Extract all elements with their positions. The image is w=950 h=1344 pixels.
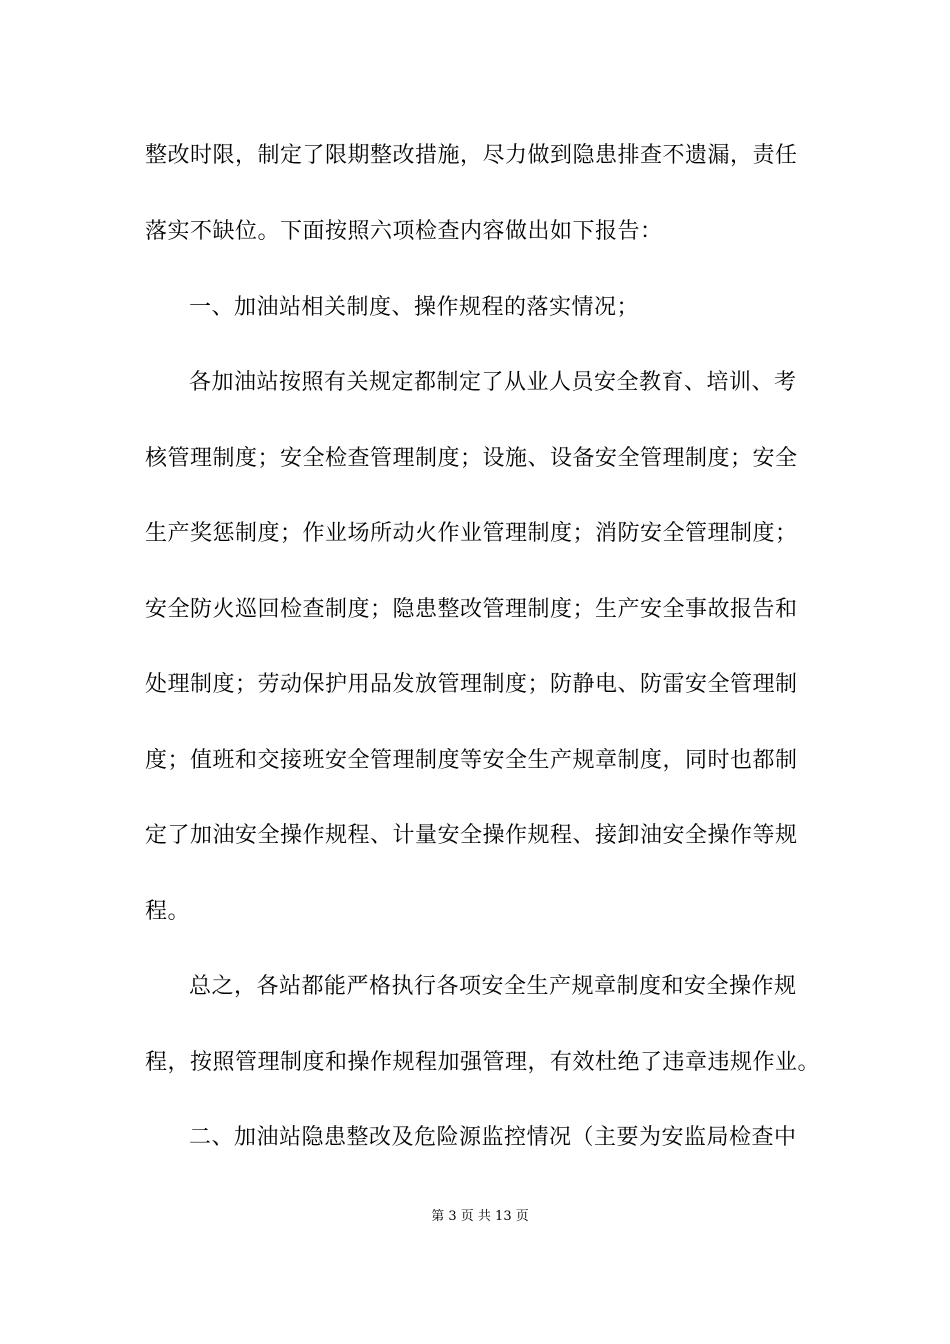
paragraph-line-8: 度；值班和交接班安全管理制度等安全生产规章制度，同时也都制 [145,748,798,773]
paragraph-line-5: 生产奖惩制度；作业场所动火作业管理制度；消防安全管理制度； [145,521,798,546]
page-footer: 第 3 页 共 13 页 [431,1209,529,1224]
section-heading-1: 一、加油站相关制度、操作规程的落实情况； [189,295,640,320]
paragraph-line-6: 安全防火巡回检查制度；隐患整改管理制度；生产安全事故报告和 [145,597,798,622]
paragraph-line-9: 定了加油安全操作规程、计量安全操作规程、接卸油安全操作等规 [145,823,798,848]
section-heading-2: 二、加油站隐患整改及危险源监控情况（主要为安监局检查中 [189,1125,797,1150]
paragraph-line-1: 整改时限，制定了限期整改措施，尽力做到隐患排查不遗漏，责任 [145,143,798,168]
paragraph-line-7: 处理制度；劳动保护用品发放管理制度；防静电、防雷安全管理制 [145,672,798,697]
paragraph-line-10: 程。 [145,899,191,924]
paragraph-line-12: 程，按照管理制度和操作规程加强管理，有效杜绝了违章违规作业。 [145,1050,821,1075]
paragraph-line-2: 落实不缺位。下面按照六项检查内容做出如下报告： [145,219,663,244]
paragraph-line-11: 总之，各站都能严格执行各项安全生产规章制度和安全操作规 [189,974,797,999]
paragraph-line-3: 各加油站按照有关规定都制定了从业人员安全教育、培训、考 [189,370,797,395]
paragraph-line-4: 核管理制度；安全检查管理制度；设施、设备安全管理制度；安全 [145,446,798,471]
